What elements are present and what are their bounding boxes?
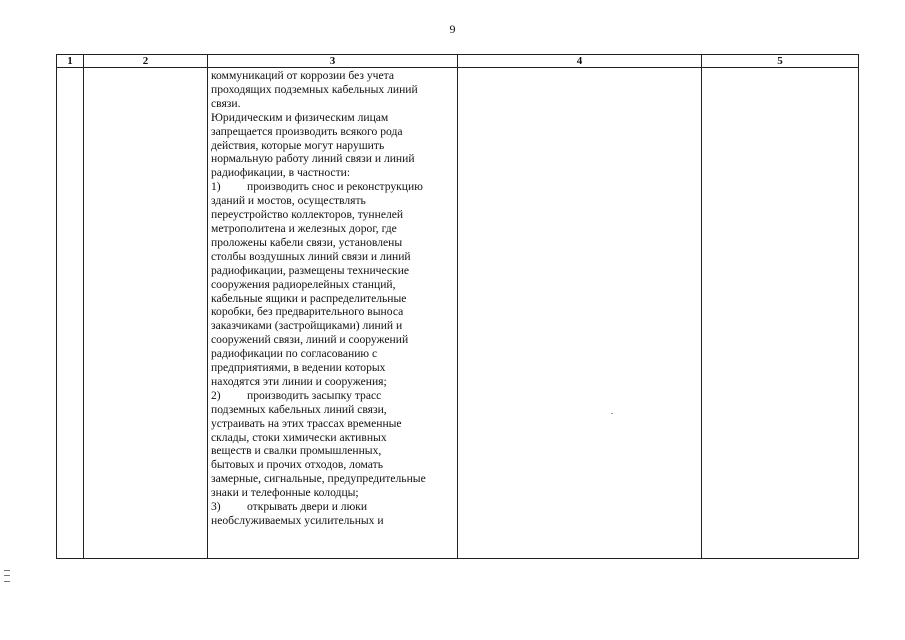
text-line	[211, 194, 454, 208]
document-table	[56, 54, 859, 559]
line-text: кабельные ящики и распределительные	[211, 291, 407, 305]
cell-col-4	[458, 68, 702, 559]
line-text: открывать двери и люки	[247, 500, 368, 514]
line-text: действия, которые могут нарушить	[211, 138, 385, 152]
column-header-4: 4	[458, 55, 702, 68]
text-line	[211, 500, 454, 514]
text-line	[211, 236, 454, 250]
text-line	[211, 458, 454, 472]
line-text: склады, стоки химически активных	[211, 430, 387, 444]
cell-col-1	[57, 68, 84, 559]
text-line	[211, 472, 454, 486]
text-line	[211, 139, 454, 153]
line-text: необслуживаемых усилительных и	[211, 514, 384, 527]
line-text: сооружений связи, линий и сооружений	[211, 333, 409, 347]
line-text: переустройство коллекторов, туннелей	[211, 208, 404, 222]
list-item-number: 2)	[211, 388, 221, 402]
line-text: связи.	[211, 96, 241, 110]
text-line	[211, 361, 454, 375]
table-header-row	[57, 55, 859, 68]
line-text: радиофикации, в частности:	[211, 166, 351, 180]
text-line	[211, 69, 454, 83]
text-line	[211, 83, 454, 97]
text-line	[211, 152, 454, 166]
text-line	[211, 264, 454, 278]
text-line	[211, 292, 454, 306]
cell-col-3	[208, 68, 458, 559]
text-line	[211, 347, 454, 361]
text-line	[211, 208, 454, 222]
text-line	[211, 125, 454, 139]
line-text: сооружения радиорелейных станций,	[211, 277, 396, 291]
list-item-number: 3)	[211, 500, 221, 514]
line-text: радиофикации по согласованию с	[211, 347, 378, 361]
line-text: замерные, сигнальные, предупредительные	[211, 472, 426, 486]
text-line	[211, 319, 454, 333]
scan-speck	[611, 413, 613, 414]
line-text: производить снос и реконструкцию	[247, 180, 423, 194]
margin-mark	[4, 570, 10, 582]
cell-col-2	[84, 68, 208, 559]
cell-col-5	[702, 68, 859, 559]
column-header-5: 5	[702, 55, 859, 68]
line-text: предприятиями, в ведении которых	[211, 361, 386, 375]
text-line	[211, 97, 454, 111]
table-row	[57, 68, 859, 559]
column-header-2: 2	[84, 55, 208, 68]
text-line	[211, 431, 454, 445]
column-header-3: 3	[208, 55, 458, 68]
text-line	[211, 486, 454, 500]
line-text: проходящих подземных кабельных линий	[211, 82, 418, 96]
line-text: Юридическим и физическим лицам	[211, 110, 389, 124]
line-text: столбы воздушных линий связи и линий	[211, 249, 411, 263]
line-text: бытовых и прочих отходов, ломать	[211, 458, 384, 472]
text-line	[211, 389, 454, 403]
text-line	[211, 403, 454, 417]
text-line	[211, 166, 454, 180]
line-text: радиофикации, размещены технические	[211, 263, 410, 277]
line-text: проложены кабели связи, установлены	[211, 235, 403, 249]
text-line	[211, 111, 454, 125]
text-line	[211, 444, 454, 458]
list-item-number: 1)	[211, 180, 221, 194]
line-text: зданий и мостов, осуществлять	[211, 194, 366, 208]
line-text: находятся эти линии и сооружения;	[211, 374, 387, 388]
line-text: коробки, без предварительного выноса	[211, 305, 404, 319]
text-line	[211, 250, 454, 264]
col3-text-block	[208, 68, 457, 528]
line-text: запрещается производить всякого рода	[211, 124, 403, 138]
text-line	[211, 305, 454, 319]
text-line	[211, 180, 454, 194]
text-line	[211, 278, 454, 292]
line-text: заказчиками (застройщиками) линий и	[211, 319, 403, 333]
text-line	[211, 417, 454, 431]
text-line	[211, 222, 454, 236]
page-number: 9	[449, 22, 456, 36]
text-line	[211, 514, 454, 528]
text-line	[211, 375, 454, 389]
line-text: коммуникаций от коррозии без учета	[211, 69, 394, 82]
line-text: знаки и телефонные колодцы;	[211, 486, 359, 500]
line-text: производить засыпку трасс	[247, 388, 382, 402]
text-line	[211, 333, 454, 347]
line-text: нормальную работу линий связи и линий	[211, 152, 415, 166]
line-text: веществ и свалки промышленных,	[211, 444, 382, 458]
line-text: метрополитена и железных дорог, где	[211, 221, 397, 235]
column-header-1: 1	[57, 55, 84, 68]
line-text: подземных кабельных линий связи,	[211, 402, 387, 416]
line-text: устраивать на этих трассах временные	[211, 416, 402, 430]
